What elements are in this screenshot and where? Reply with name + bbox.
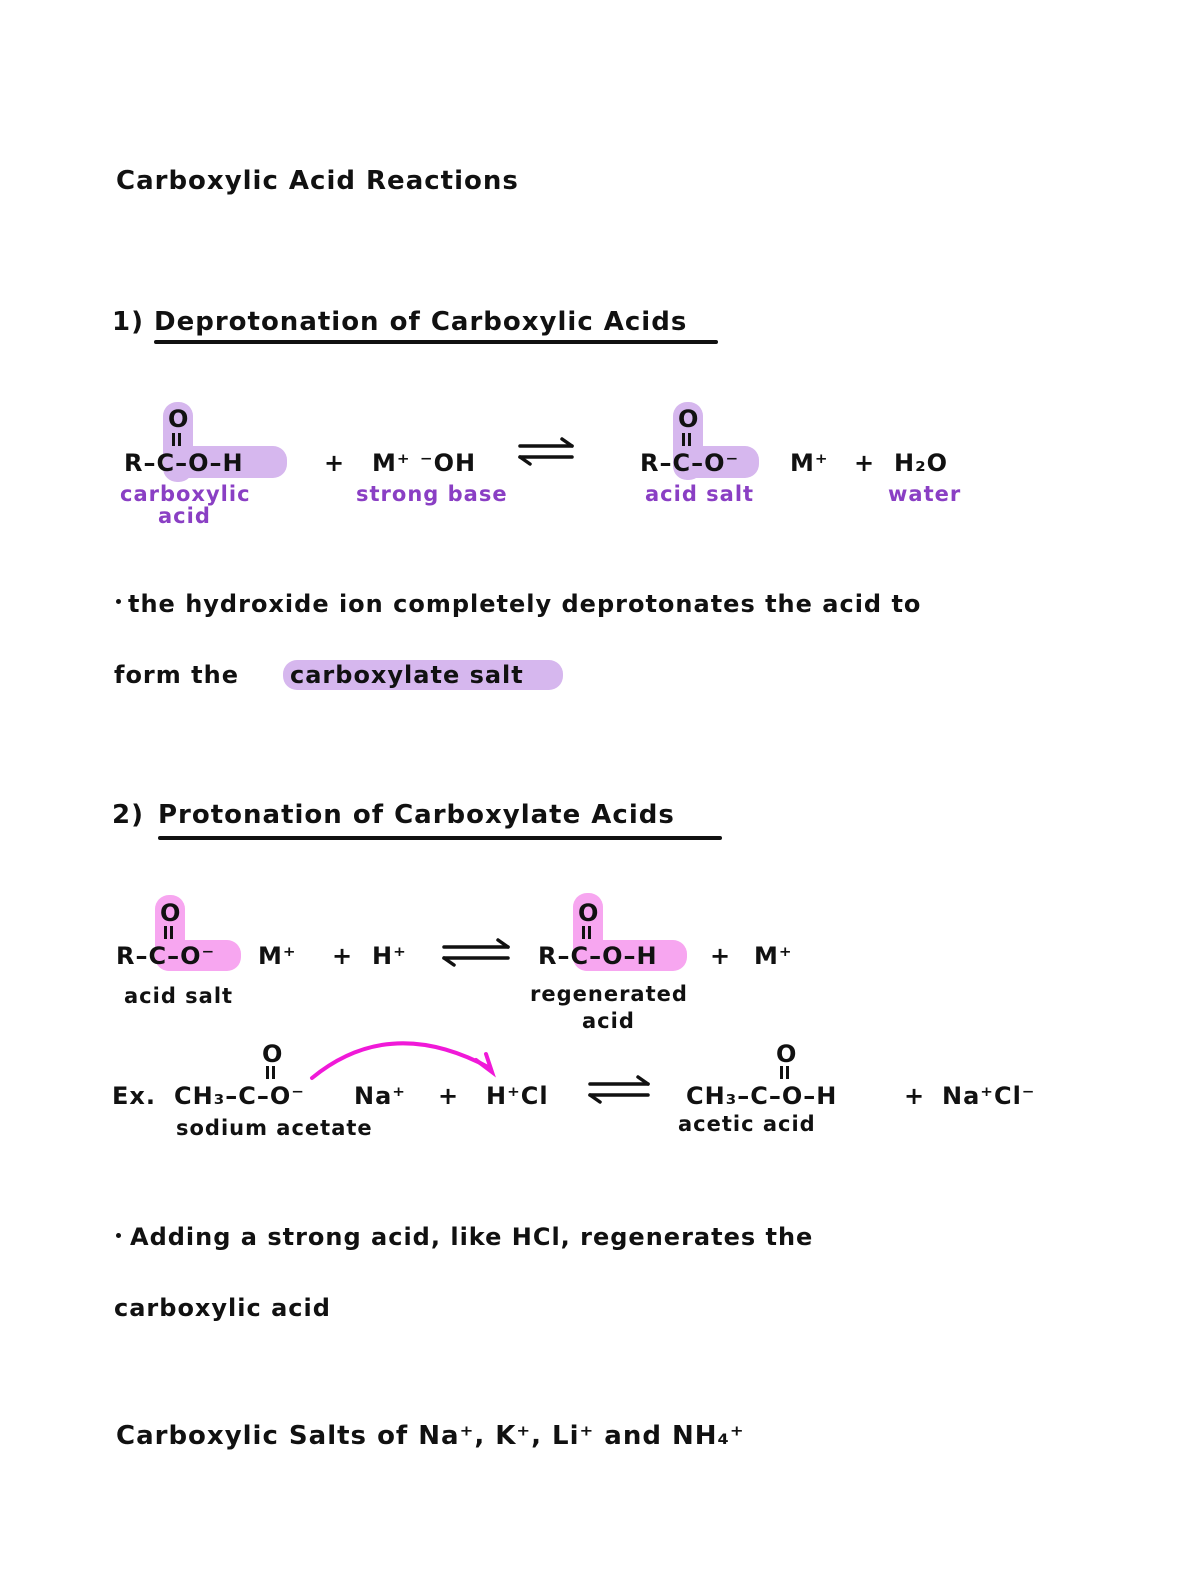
plus-sign-5: + <box>438 1082 460 1110</box>
label-strong-base: strong base <box>356 482 508 506</box>
carbonyl-oxygen-salt: O <box>160 899 182 927</box>
ex-carbonyl-oxygen-left: O <box>262 1040 284 1068</box>
carboxylic-acid-formula: R–C–O–H <box>124 449 244 477</box>
section2-number: 2) <box>112 800 144 830</box>
acetic-acid-formula: CH₃–C–O–H <box>686 1082 838 1110</box>
note1-line2-highlight: carboxylate salt <box>290 661 524 689</box>
proton: H⁺ <box>372 942 407 970</box>
note2-line2: carboxylic acid <box>114 1294 331 1322</box>
label-sodium-acetate: sodium acetate <box>176 1116 373 1140</box>
label-regenerated: regenerated <box>530 982 688 1006</box>
equilibrium-arrow-1 <box>520 439 572 464</box>
metal-cation-2: M⁺ <box>258 942 297 970</box>
page-title: Carboxylic Acid Reactions <box>116 166 519 196</box>
carbonyl-oxygen-left: O <box>168 405 190 433</box>
plus-sign-4: + <box>710 942 732 970</box>
label-acid: acid <box>158 504 211 528</box>
carbonyl-oxygen-right: O <box>678 405 700 433</box>
metal-cation-3: M⁺ <box>754 942 793 970</box>
example-prefix: Ex. <box>112 1082 156 1110</box>
carbonyl-oxygen-regen: O <box>578 899 600 927</box>
section1-heading: Deprotonation of Carboxylic Acids <box>154 307 688 337</box>
label-acetic-acid: acetic acid <box>678 1112 816 1136</box>
electron-transfer-arrow <box>312 1043 492 1078</box>
strong-base-formula: M⁺ ⁻OH <box>372 449 477 477</box>
plus-sign-3: + <box>332 942 354 970</box>
note1-line1: the hydroxide ion completely deprotonates the acid to <box>128 590 922 618</box>
hcl-formula: H⁺Cl <box>486 1082 549 1110</box>
plus-sign-2: + <box>854 449 876 477</box>
acid-salt-formula: R–C–O⁻ <box>640 449 740 477</box>
acid-salt-formula-2: R–C–O⁻ <box>116 942 216 970</box>
acetate-formula: CH₃–C–O⁻ <box>174 1082 305 1110</box>
plus-sign-1: + <box>324 449 346 477</box>
plus-sign-6: + <box>904 1082 926 1110</box>
label-acid-salt: acid salt <box>645 482 755 506</box>
metal-cation: M⁺ <box>790 449 829 477</box>
label-acid-salt-2: acid salt <box>124 984 234 1008</box>
equilibrium-arrow-3 <box>590 1077 648 1102</box>
carboxylic-salts-heading: Carboxylic Salts of Na⁺, K⁺, Li⁺ and NH₄⁺ <box>116 1421 745 1451</box>
regenerated-acid-formula: R–C–O–H <box>538 942 658 970</box>
section1-number: 1) <box>112 307 144 337</box>
note2-line1: Adding a strong acid, like HCl, regenerates the <box>130 1223 814 1251</box>
equilibrium-arrow-2 <box>444 940 508 965</box>
ex-carbonyl-oxygen-right: O <box>776 1040 798 1068</box>
note1-line2-prefix: form the <box>114 661 239 689</box>
water-formula: H₂O <box>894 449 948 477</box>
label-regenerated-acid: acid <box>582 1009 635 1033</box>
section2-heading: Protonation of Carboxylate Acids <box>158 800 675 830</box>
label-water: water <box>888 482 962 506</box>
label-carboxylic: carboxylic <box>120 482 251 506</box>
sodium-chloride-formula: Na⁺Cl⁻ <box>942 1082 1036 1110</box>
sodium-cation: Na⁺ <box>354 1082 406 1110</box>
